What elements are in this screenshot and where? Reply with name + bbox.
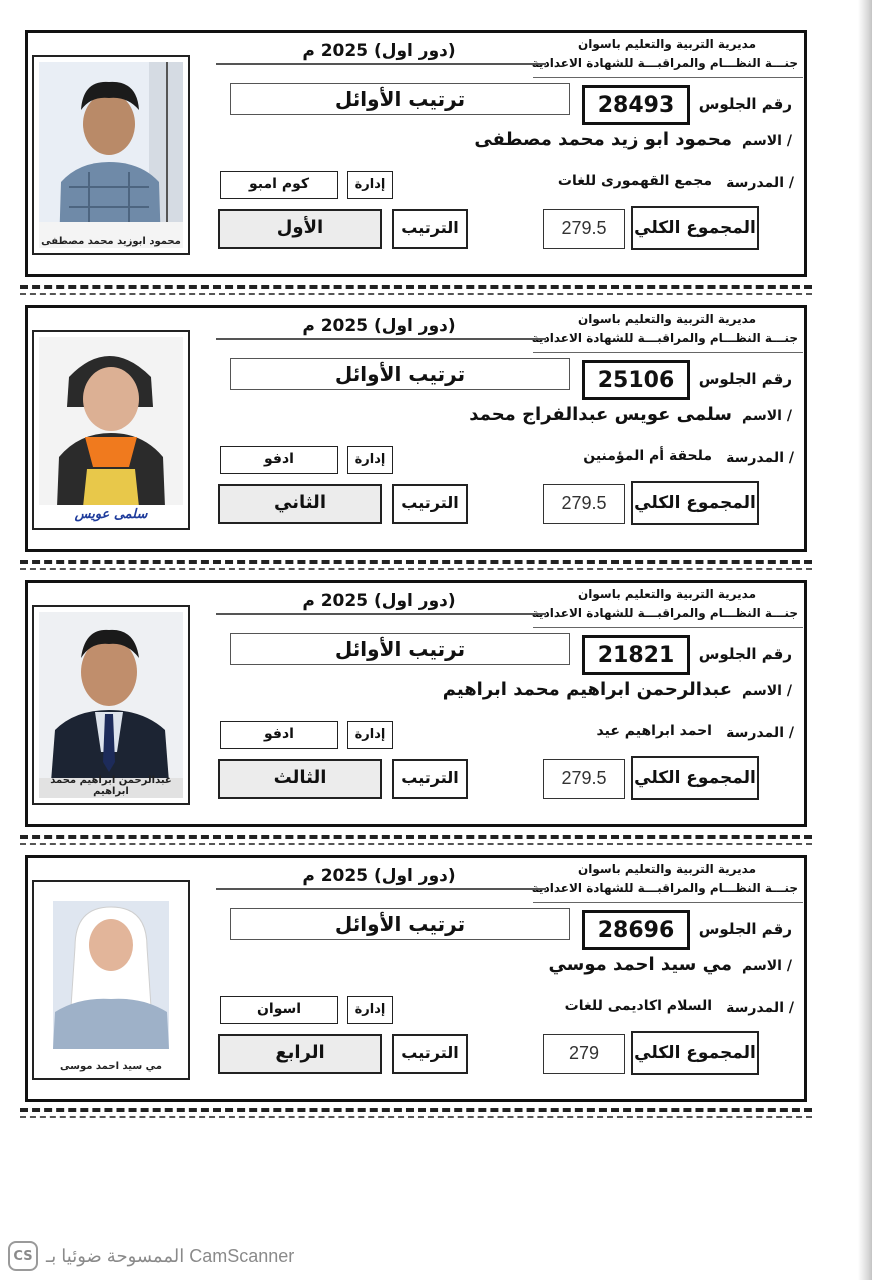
photo-caption: عبدالرحمن ابراهيم محمد ابراهيم [50, 775, 172, 797]
committee-heading: جنـــة النظـــام والمراقبـــة للشهادة الاعدادية [531, 881, 798, 895]
round-underline [216, 888, 546, 890]
total-score: 279.5 [543, 484, 625, 524]
student-name: سلمى عويس عبدالفراج محمد [469, 404, 732, 425]
directorate-heading: مديرية التربية والتعليم باسوان [578, 37, 756, 51]
round-underline [216, 613, 546, 615]
round-underline [216, 338, 546, 340]
camscanner-logo-icon: CS [8, 1241, 38, 1271]
student-photo [32, 330, 190, 530]
photo-caption: مي سيد احمد موسى [60, 1061, 162, 1072]
total-score-label: المجموع الكلي [631, 481, 759, 525]
rank-label: الترتيب [392, 1034, 468, 1074]
student-card [25, 305, 807, 552]
committee-heading: جنـــة النظـــام والمراقبـــة للشهادة الاعدادية [531, 56, 798, 70]
scanner-watermark [8, 1240, 294, 1272]
student-photo [32, 605, 190, 805]
committee-heading: جنـــة النظـــام والمراقبـــة للشهادة الاعدادية [531, 331, 798, 345]
cut-line [20, 285, 812, 289]
seat-number: 28493 [582, 85, 690, 125]
administration-label: إدارة [347, 996, 393, 1024]
school-label: المدرسة / [726, 725, 794, 741]
seat-number-label: رقم الجلوس [698, 95, 792, 113]
total-score: 279.5 [543, 209, 625, 249]
total-score-label: المجموع الكلي [631, 206, 759, 250]
directorate-heading: مديرية التربية والتعليم باسوان [578, 587, 756, 601]
seat-number-label: رقم الجلوس [698, 920, 792, 938]
student-name: مي سيد احمد موسي [548, 954, 732, 975]
cut-line [20, 1108, 812, 1112]
seat-number-label: رقم الجلوس [698, 645, 792, 663]
student-portrait-icon [39, 337, 183, 523]
school-name: مجمع القهمورى للغات [557, 173, 712, 189]
administration-value: اسوان [220, 996, 338, 1024]
ranking-title: ترتيب الأوائل [230, 83, 570, 115]
watermark-text: الممسوحة ضوئيا بـ CamScanner [46, 1245, 295, 1266]
administration-label: إدارة [347, 446, 393, 474]
student-card [25, 855, 807, 1102]
directorate-heading: مديرية التربية والتعليم باسوان [578, 862, 756, 876]
scan-edge-shadow [858, 0, 872, 1280]
total-score: 279.5 [543, 759, 625, 799]
seat-number-label: رقم الجلوس [698, 370, 792, 388]
cut-line [20, 560, 812, 564]
student-portrait-icon [39, 62, 183, 248]
school-label: المدرسة / [726, 450, 794, 466]
heading-underline [533, 352, 803, 353]
heading-underline [533, 77, 803, 78]
school-label: المدرسة / [726, 1000, 794, 1016]
administration-value: كوم امبو [220, 171, 338, 199]
name-label: الاسم / [742, 133, 792, 149]
student-photo [32, 880, 190, 1080]
ranking-title: ترتيب الأوائل [230, 358, 570, 390]
student-name: محمود ابو زيد محمد مصطفى [474, 129, 732, 150]
rank-label: الترتيب [392, 209, 468, 249]
seat-number: 25106 [582, 360, 690, 400]
name-label: الاسم / [742, 958, 792, 974]
committee-heading: جنـــة النظـــام والمراقبـــة للشهادة الاعدادية [531, 606, 798, 620]
ranking-title: ترتيب الأوائل [230, 908, 570, 940]
rank-value: الثالث [218, 759, 382, 799]
exam-round: (دور اول) 2025 م [302, 591, 456, 611]
student-portrait-icon [39, 612, 183, 798]
total-score-label: المجموع الكلي [631, 756, 759, 800]
student-card [25, 30, 807, 277]
directorate-heading: مديرية التربية والتعليم باسوان [578, 312, 756, 326]
photo-signature: سلمى عويس [74, 507, 148, 522]
rank-value: الرابع [218, 1034, 382, 1074]
student-portrait-icon [39, 887, 183, 1073]
seat-number: 21821 [582, 635, 690, 675]
name-label: الاسم / [742, 683, 792, 699]
administration-value: ادفو [220, 721, 338, 749]
rank-value: الثاني [218, 484, 382, 524]
administration-label: إدارة [347, 171, 393, 199]
exam-round: (دور اول) 2025 م [302, 41, 456, 61]
student-card [25, 580, 807, 827]
school-label: المدرسة / [726, 175, 794, 191]
total-score-label: المجموع الكلي [631, 1031, 759, 1075]
round-underline [216, 63, 546, 65]
seat-number: 28696 [582, 910, 690, 950]
photo-caption: محمود ابوزيد محمد مصطفى [41, 236, 181, 247]
student-name: عبدالرحمن ابراهيم محمد ابراهيم [442, 679, 732, 700]
school-name: احمد ابراهيم عيد [596, 723, 712, 739]
heading-underline [533, 902, 803, 903]
exam-round: (دور اول) 2025 م [302, 866, 456, 886]
rank-label: الترتيب [392, 759, 468, 799]
heading-underline [533, 627, 803, 628]
total-score: 279 [543, 1034, 625, 1074]
rank-label: الترتيب [392, 484, 468, 524]
cut-line [20, 835, 812, 839]
name-label: الاسم / [742, 408, 792, 424]
student-photo [32, 55, 190, 255]
ranking-title: ترتيب الأوائل [230, 633, 570, 665]
administration-label: إدارة [347, 721, 393, 749]
administration-value: ادفو [220, 446, 338, 474]
school-name: ملحقة أم المؤمنين [583, 448, 712, 464]
rank-value: الأول [218, 209, 382, 249]
exam-round: (دور اول) 2025 م [302, 316, 456, 336]
school-name: السلام اكاديمى للغات [564, 998, 712, 1014]
